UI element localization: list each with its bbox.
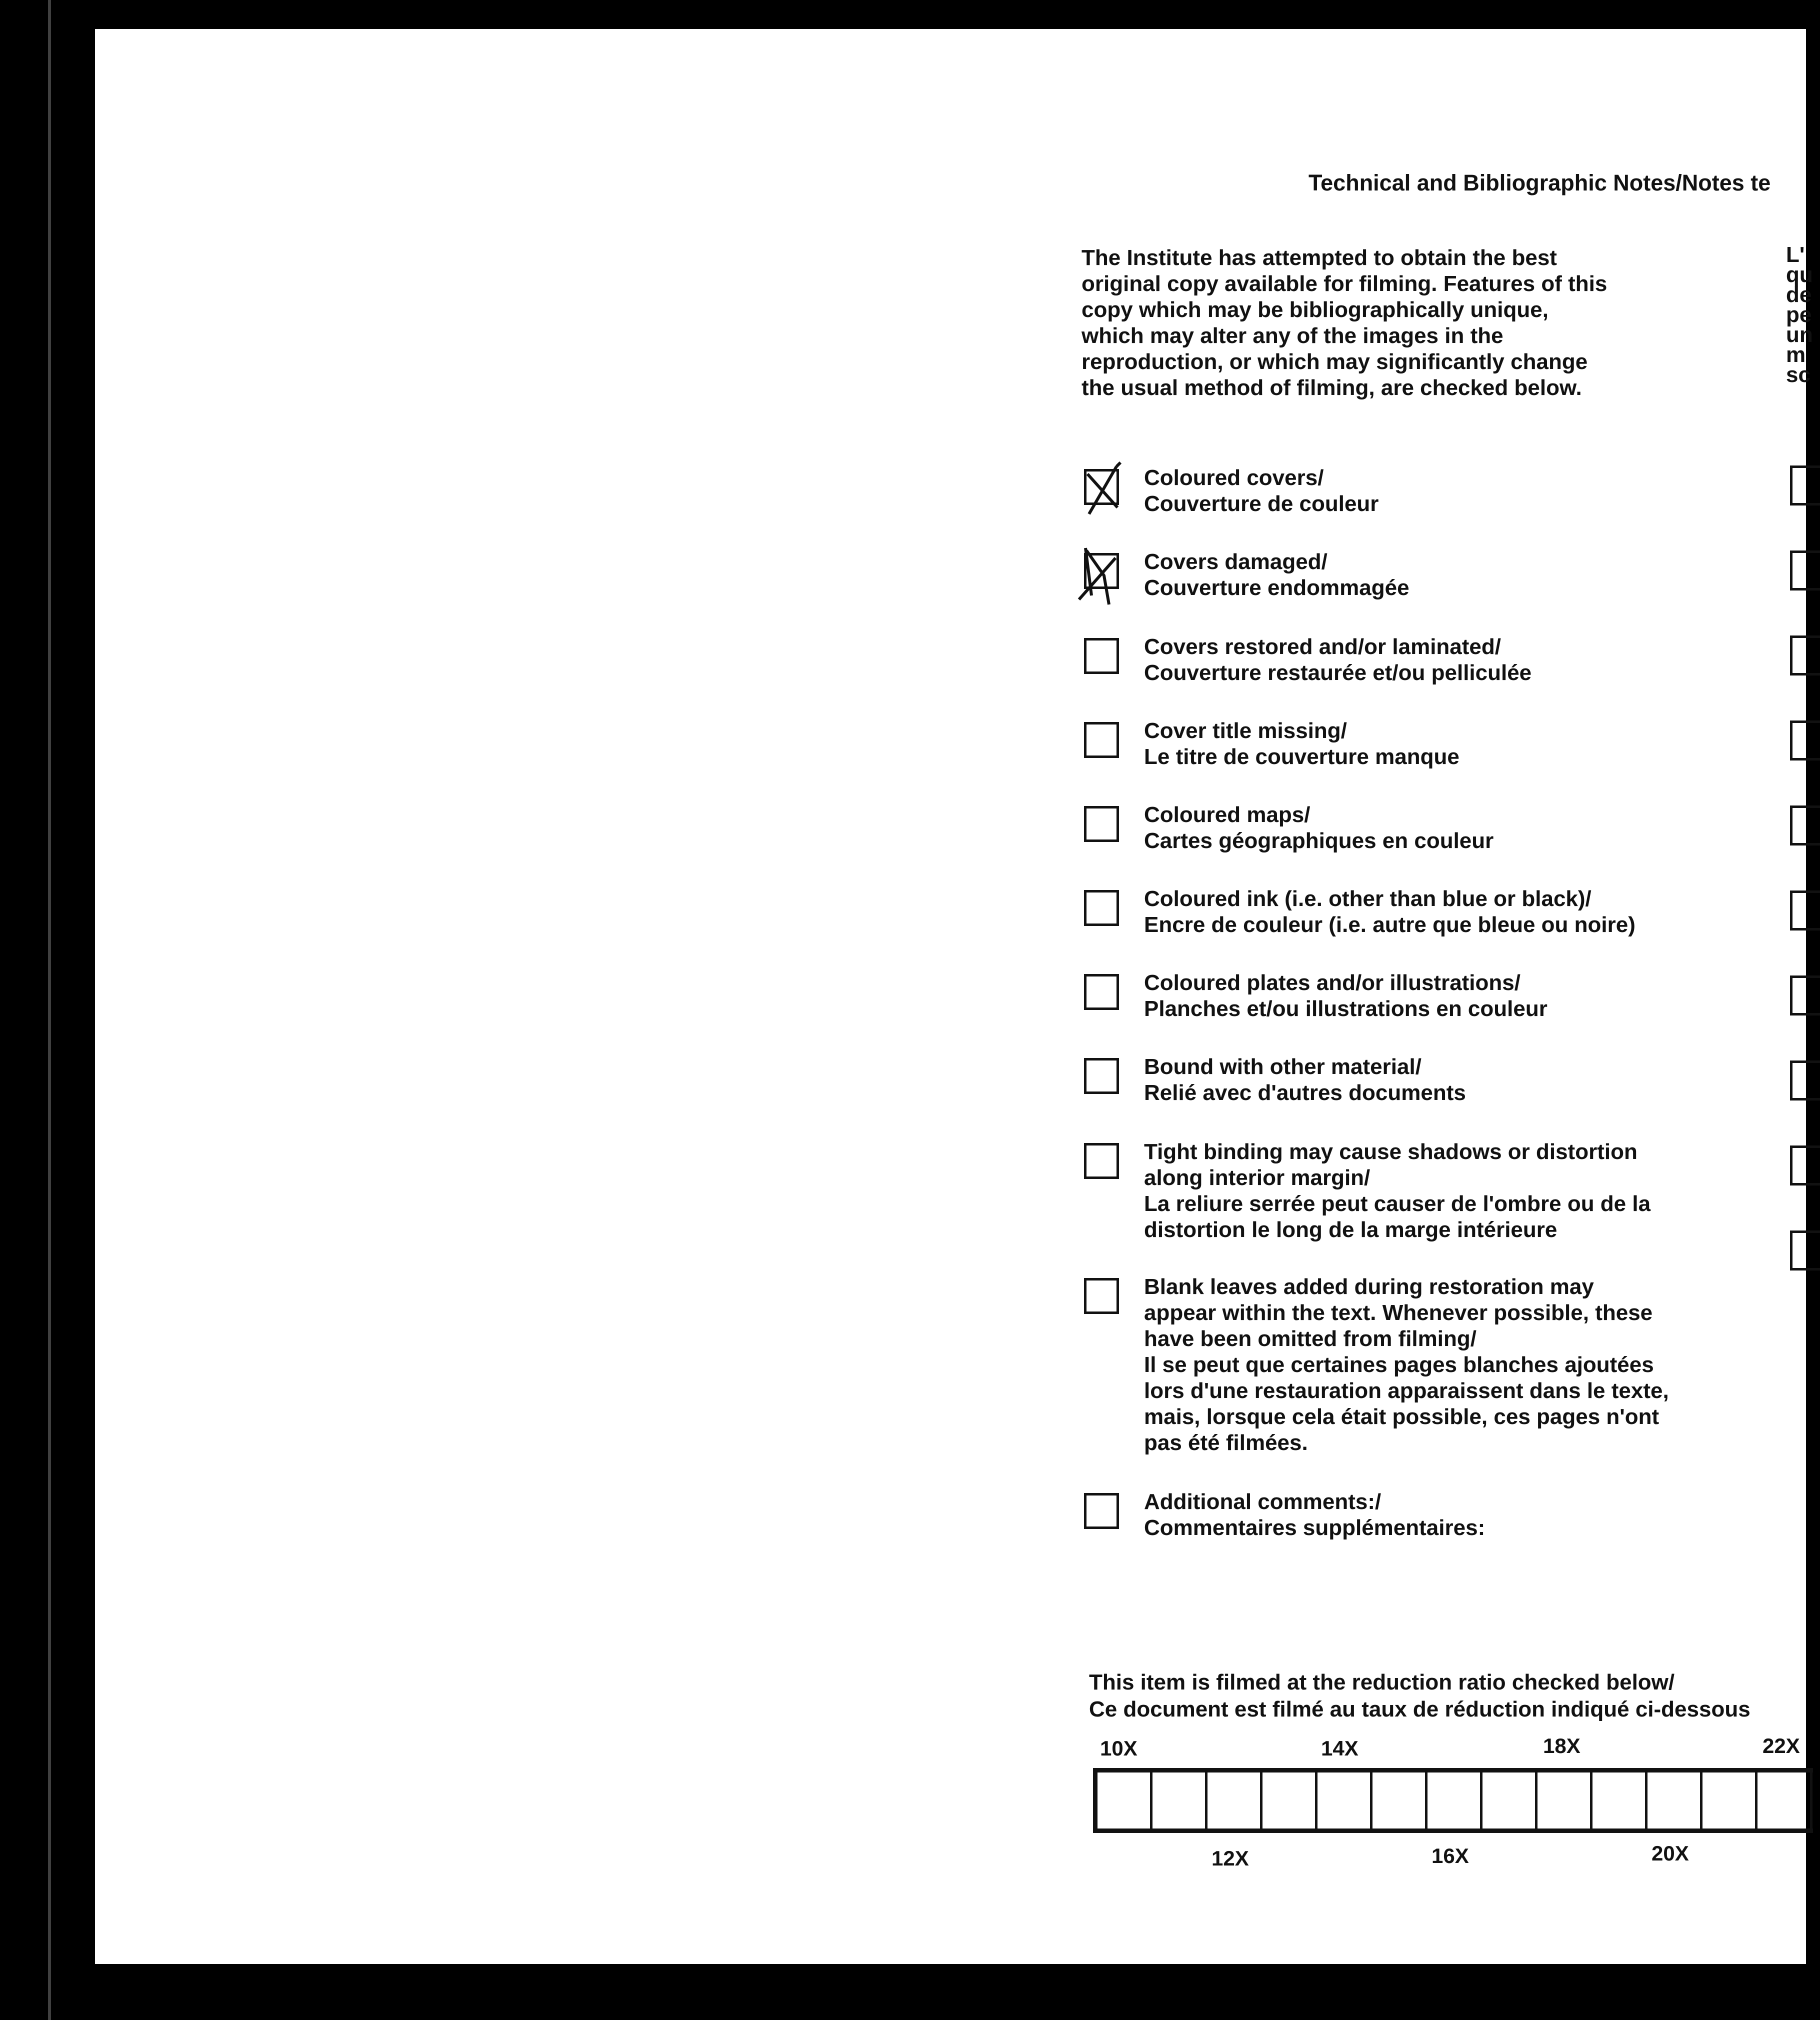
scale-label-bottom: 16X — [1432, 1844, 1469, 1868]
checklist-label: Covers damaged/ Couverture endommagée — [1144, 550, 1410, 600]
right-checkbox[interactable] — [1790, 890, 1820, 930]
scale-label-top: 18X — [1543, 1734, 1580, 1758]
checklist-label: Coloured plates and/or illustrations/ Planches et/ou illustrations en couleur — [1144, 970, 1548, 1021]
checkbox-additional-comments[interactable] — [1084, 1493, 1119, 1529]
check-mark-icon — [1076, 462, 1132, 519]
scale-label-top: 22X — [1762, 1734, 1800, 1758]
scale-label-bottom: 12X — [1212, 1846, 1249, 1870]
checklist-label: Blank leaves added during restoration may appear within the text. Whenever possible, these have been omitted from filming/ Il se peut que certaines pages blanches ajoutées lors d'une restauration apparaissent dans le texte, mais, lorsque cela était possible, ces pages n'ont pas été filmées. — [1144, 1274, 1669, 1455]
check-mark-icon — [1076, 546, 1132, 603]
checkbox-coloured-ink[interactable] — [1084, 890, 1119, 926]
checkbox-covers-damaged[interactable] — [1084, 553, 1119, 589]
checkbox-blank-leaves[interactable] — [1084, 1278, 1119, 1314]
checklist-label: Coloured ink (i.e. other than blue or black)/ Encre de couleur (i.e. autre que bleue ou noire) — [1144, 886, 1636, 937]
right-checkbox[interactable] — [1790, 550, 1820, 590]
checkbox-bound-with[interactable] — [1084, 1058, 1119, 1094]
ratio-cell[interactable] — [1372, 1772, 1428, 1828]
scale-label-top: 14X — [1321, 1736, 1358, 1760]
right-column-fragment: L' qu de pe un m sc — [1786, 242, 1813, 387]
scale-label-top: 10X — [1100, 1736, 1138, 1760]
ratio-cell[interactable] — [1648, 1772, 1702, 1828]
ratio-cell[interactable] — [1098, 1772, 1152, 1828]
checklist-label: Additional comments:/ Commentaires supplémentaires: — [1144, 1490, 1486, 1540]
checkbox-tight-binding[interactable] — [1084, 1143, 1119, 1179]
ratio-cell[interactable] — [1592, 1772, 1648, 1828]
checklist-label: Cover title missing/ Le titre de couverture manque — [1144, 718, 1460, 769]
checkbox-coloured-plates[interactable] — [1084, 974, 1119, 1010]
film-edge-left — [0, 0, 95, 2020]
right-checkbox[interactable] — [1790, 466, 1820, 506]
document-page — [95, 29, 1813, 1964]
reduction-ratio-title: This item is filmed at the reduction ratio checked below/ Ce document est filmé au taux de réduction indiqué ci-dessous — [1089, 1670, 1750, 1722]
right-checkbox[interactable] — [1790, 1060, 1820, 1100]
ratio-cell[interactable] — [1152, 1772, 1208, 1828]
checklist-label: Bound with other material/ Relié avec d'autres documents — [1144, 1054, 1466, 1105]
checkbox-coloured-maps[interactable] — [1084, 806, 1119, 842]
ratio-cell[interactable] — [1428, 1772, 1482, 1828]
ratio-cell[interactable] — [1758, 1772, 1812, 1828]
ratio-cell[interactable] — [1262, 1772, 1318, 1828]
reduction-ratio-grid — [1093, 1768, 1813, 1833]
ratio-cell[interactable] — [1318, 1772, 1372, 1828]
checkbox-cover-title-missing[interactable] — [1084, 722, 1119, 758]
ratio-cell[interactable] — [1702, 1772, 1758, 1828]
checklist-label: Coloured covers/ Couverture de couleur — [1144, 466, 1379, 516]
right-checkbox[interactable] — [1790, 806, 1820, 846]
checklist-label: Coloured maps/ Cartes géographiques en couleur — [1144, 802, 1494, 853]
ratio-cell[interactable] — [1208, 1772, 1262, 1828]
scale-label-bottom: 20X — [1652, 1842, 1689, 1865]
right-checkbox[interactable] — [1790, 1230, 1820, 1270]
right-checkbox[interactable] — [1790, 1146, 1820, 1186]
page-title: Technical and Bibliographic Notes/Notes te — [1308, 170, 1771, 196]
checklist-label: Covers restored and/or laminated/ Couverture restaurée et/ou pelliculée — [1144, 634, 1532, 685]
checkbox-coloured-covers[interactable] — [1084, 469, 1119, 505]
right-checkbox[interactable] — [1790, 976, 1820, 1016]
right-checkbox[interactable] — [1790, 636, 1820, 676]
checkbox-covers-restored[interactable] — [1084, 638, 1119, 674]
ratio-cell[interactable] — [1538, 1772, 1592, 1828]
right-checkbox[interactable] — [1790, 720, 1820, 760]
checklist-label: Tight binding may cause shadows or distortion along interior margin/ La reliure serrée peut causer de l'ombre ou de la distortion le long de la marge intérieure — [1144, 1140, 1651, 1242]
intro-paragraph: The Institute has attempted to obtain the best original copy available for filming. Features of this copy which may be bibliographically unique, which may alter any of the images in the reproduction, or which may significantly change the usual method of filming, are checked below. — [1082, 246, 1608, 400]
ratio-cell[interactable] — [1482, 1772, 1538, 1828]
